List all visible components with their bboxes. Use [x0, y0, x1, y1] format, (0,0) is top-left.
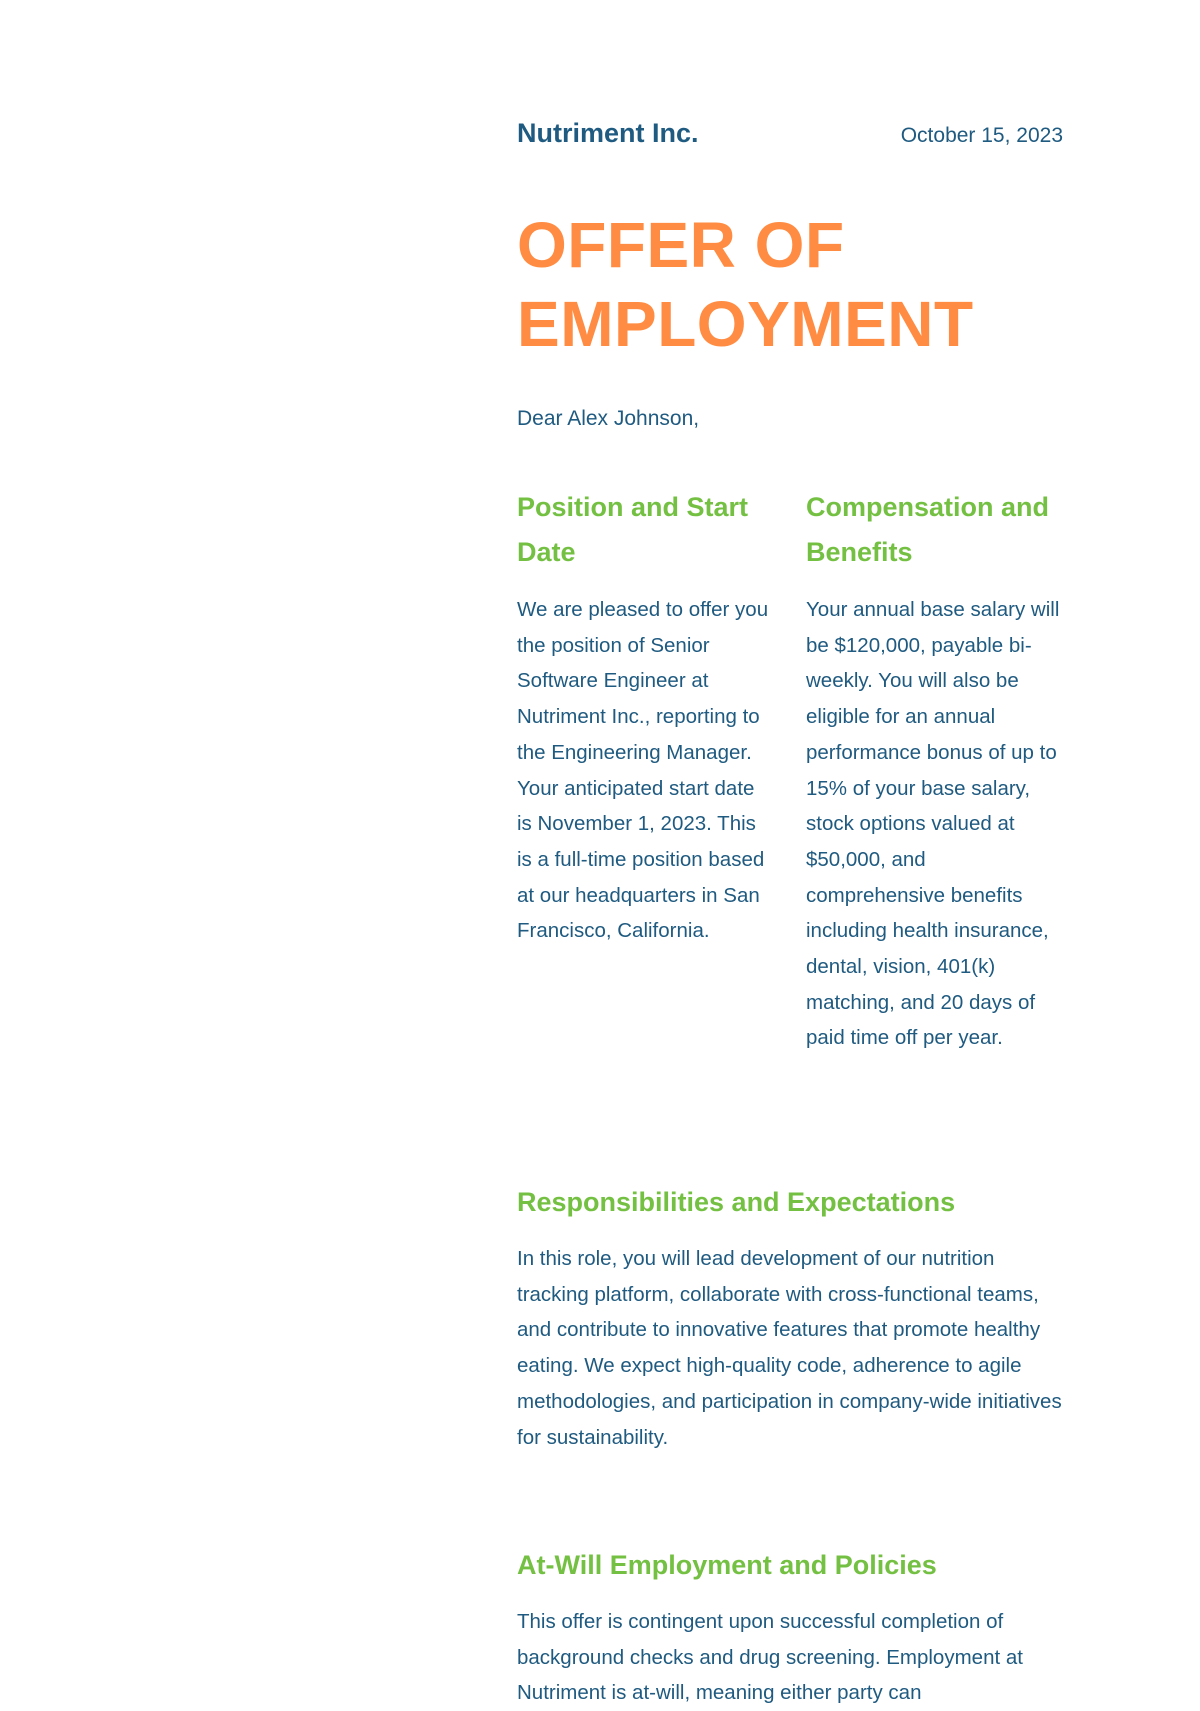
section-heading: Position and Start Date [517, 492, 749, 567]
section-compensation-benefits [806, 485, 1063, 1056]
letter-date: October 15, 2023 [900, 124, 1063, 147]
section-at-will-employment [517, 1545, 1063, 1711]
title-line-2: EMPLOYMENT [517, 288, 974, 360]
section-position-start-date [517, 485, 774, 1056]
company-name: Nutriment Inc. [517, 118, 699, 148]
section-heading: Compensation and Benefits [806, 492, 1050, 567]
section-body: In this role, you will lead development of our nutrition tracking platform, collaborate with cross-functional teams, and contribute to innovative features that promote healthy eating. We expect high-quality code, adherence to agile methodologies, and participation in company-wide initiatives for sustainability. [517, 1247, 1062, 1449]
section-heading: At-Will Employment and Policies [517, 1550, 937, 1580]
document-title [517, 206, 974, 364]
letter-header [517, 118, 1063, 149]
title-line-1: OFFER OF [517, 209, 845, 281]
salutation: Dear Alex Johnson, [517, 407, 700, 430]
section-responsibilities-expectations [517, 1182, 1063, 1455]
section-body: Your annual base salary will be $120,000, payable bi-weekly. You will also be eligible for an annual performance bonus of up to 15% of your base salary, stock options valued at $50,000, and comprehensive benefits including health insurance, dental, vision, 401(k) matching, and 20 days of paid time off per year. [806, 598, 1060, 1050]
two-column-sections [517, 485, 1063, 1056]
section-body: This offer is contingent upon successful completion of background checks and drug screening. Employment at Nutriment is at-will, meaning either party can [517, 1610, 1023, 1705]
section-body: We are pleased to offer you the position of Senior Software Engineer at Nutriment Inc., reporting to the Engineering Manager. Your anticipated start date is November 1, 2023. This is a full-time position based at our headquarters in San Francisco, California. [517, 598, 769, 943]
section-heading: Responsibilities and Expectations [517, 1187, 956, 1217]
